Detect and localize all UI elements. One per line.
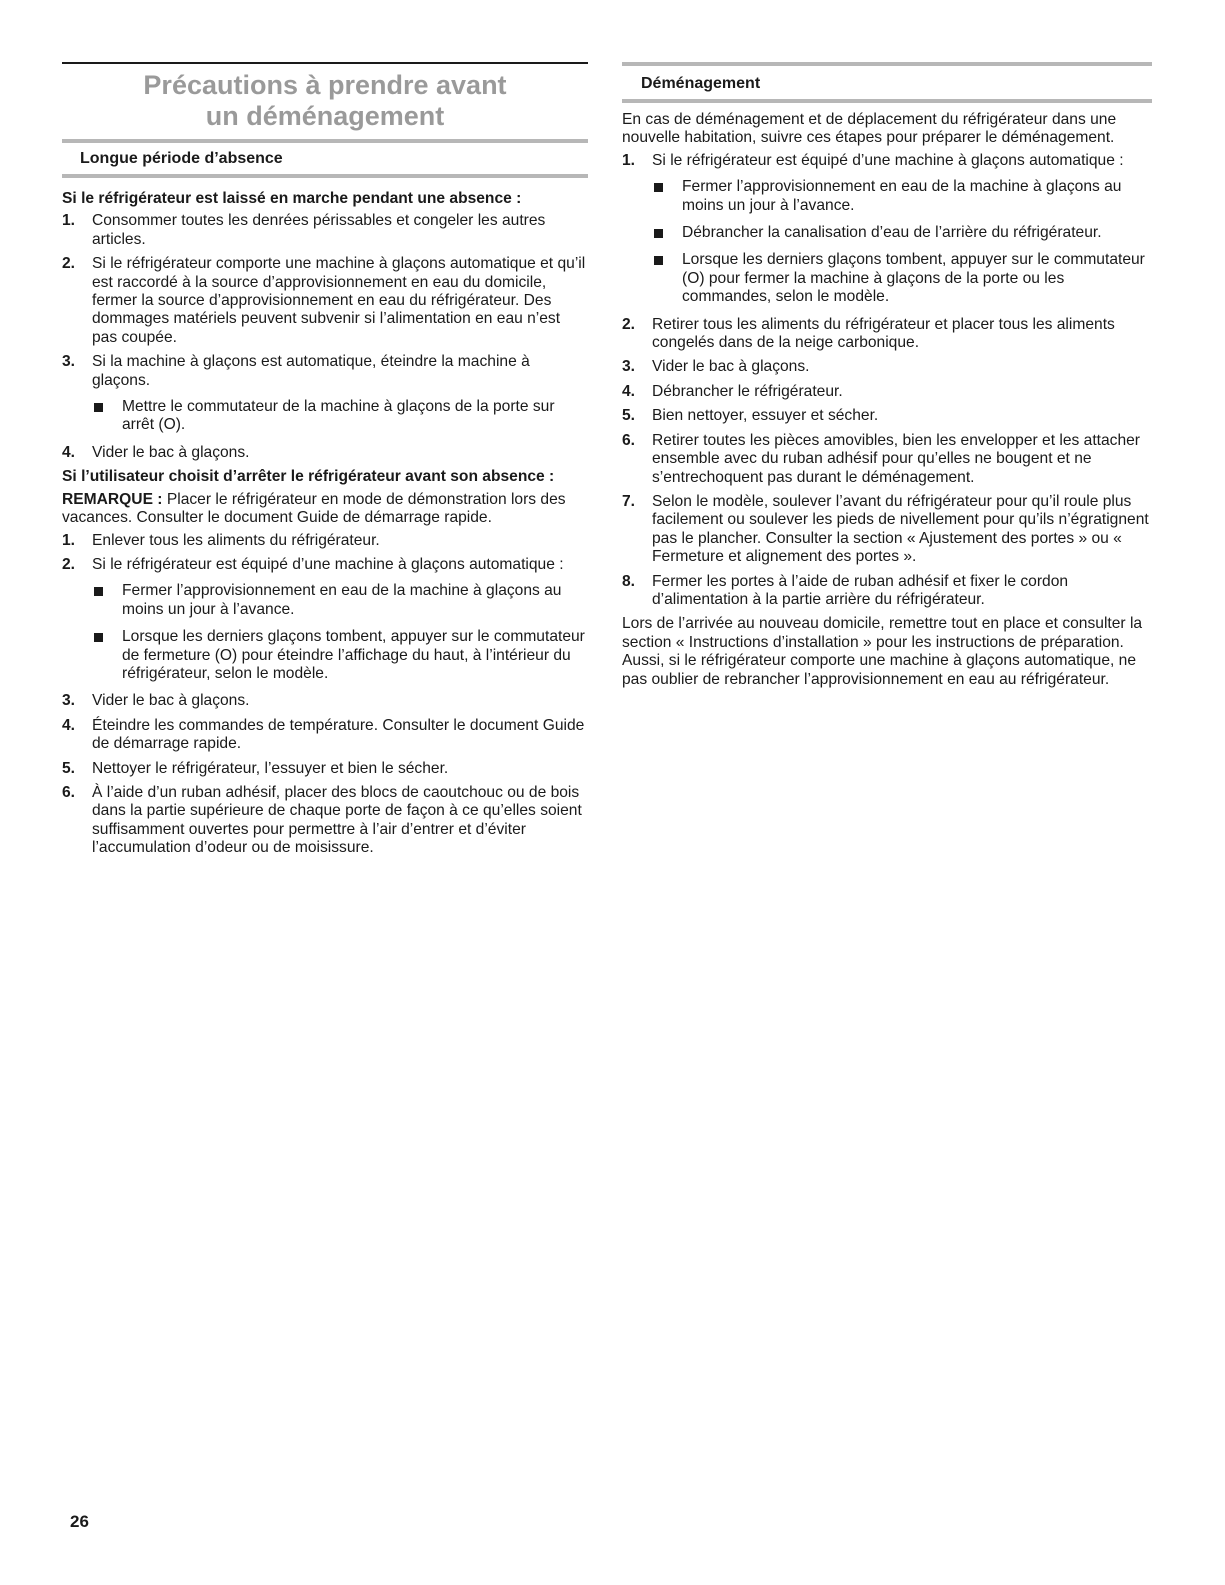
section-rule-bottom (62, 174, 588, 178)
list-item: 1. Consommer toutes les denrées périssables et congeler les autres articles. (62, 212, 546, 248)
list-item: 7. Selon le modèle, soulever l’avant du réfrigérateur pour qu’il roule plus facilement ou soulever les pieds de nivellement pour qu’ils n’égratignent pas le plancher. Consulter la section « Ajustement des portes » ou « Fermeture et alignement des portes ». (622, 492, 1149, 566)
list-item: 3. Vider le bac à glaçons. (622, 358, 810, 376)
page-title-line-2: un déménagement (205, 101, 445, 131)
square-bullet-icon (94, 587, 103, 596)
section-heading-absence: Longue période d’absence (80, 150, 283, 167)
list-item: 5. Bien nettoyer, essuyer et sécher. (622, 407, 879, 425)
square-bullet-icon (94, 633, 103, 642)
bullet-list (652, 178, 1152, 306)
note-paragraph (62, 491, 588, 528)
page-title-line-1: Précautions à prendre avant (143, 70, 507, 100)
list-item: 5. Nettoyer le réfrigérateur, l’essuyer et bien le sécher. (62, 759, 449, 777)
note-text: Placer le réfrigérateur en mode de démonstration lors des vacances. Consulter le document Guide de démarrage rapide. (62, 490, 566, 527)
bullet-item: Fermer l’approvisionnement en eau de la machine à glaçons au moins un jour à l’avance. (92, 582, 588, 619)
note-label: REMARQUE : (62, 490, 163, 508)
bullet-item: Lorsque les derniers glaçons tombent, appuyer sur le commutateur (O) pour fermer la machine à glaçons de la porte ou les commandes, selon le modèle. (652, 251, 1152, 306)
square-bullet-icon (654, 256, 663, 265)
moving-content (622, 111, 1152, 693)
top-rule (62, 62, 588, 64)
square-bullet-icon (94, 403, 103, 412)
square-bullet-icon (654, 183, 663, 192)
list-item: 4. Débrancher le réfrigérateur. (622, 382, 843, 400)
list-item: 8. Fermer les portes à l’aide de ruban adhésif et fixer le cordon d’alimentation à la partie arrière du réfrigérateur. (622, 572, 1069, 608)
list-item: 2. Si le réfrigérateur comporte une machine à glaçons automatique et qu’il est raccordé à la source d’approvisionnement en eau du domicile, fermer la source d’approvisionnement en eau du réfrigérateur. Des dommages matériels peuvent subvenir si l’alimentation en eau n’est pas coupée. (62, 255, 586, 346)
absence-content (62, 184, 588, 864)
steps-turned-off (62, 532, 588, 858)
intro-paragraph: En cas de déménagement et de déplacement du réfrigérateur dans une nouvelle habitation, suivre ces étapes pour préparer le déménagement. (622, 111, 1117, 147)
list-item: 3. Vider le bac à glaçons. (62, 692, 250, 710)
list-item: 6. Retirer toutes les pièces amovibles, bien les envelopper et les attacher ensemble avec du ruban adhésif pour qu’elles ne bougent et ne s’entrechoquent pas durant le déménagement. (622, 431, 1140, 486)
list-item: 4. Vider le bac à glaçons. (62, 443, 250, 461)
bullet-item: Débrancher la canalisation d’eau de l’arrière du réfrigérateur. (652, 224, 1152, 242)
bullet-item: Mettre le commutateur de la machine à glaçons de la porte sur arrêt (O). (92, 398, 588, 435)
bullet-item: Fermer l’approvisionnement en eau de la machine à glaçons au moins un jour à l’avance. (652, 178, 1152, 215)
list-item: 3. Si la machine à glaçons est automatique, éteindre la machine à glaçons. Mettre le commutateur de la machine à glaçons de la porte sur arrêt (O). (62, 353, 588, 435)
square-bullet-icon (654, 229, 663, 238)
section-rule-bottom (622, 99, 1152, 103)
steps-moving (622, 152, 1152, 610)
section-rule-top (622, 62, 1152, 66)
bullet-list (92, 398, 588, 435)
page-number: 26 (70, 1512, 89, 1531)
closing-paragraph: Lors de l’arrivée au nouveau domicile, remettre tout en place et consulter la section « Instructions d’installation » pour les instructions de préparation. Aussi, si le réfrigérateur comporte une machine à glaçons automatique, ne pas oublier de rebrancher l’approvisionnement en eau au réfrigérateur. (622, 615, 1143, 688)
list-item: 6. À l’aide d’un ruban adhésif, placer des blocs de caoutchouc ou de bois dans la partie supérieure de chaque porte de façon à ce qu’elles soient suffisamment ouvertes pour permettre à l’air d’entrer et d’éviter l’accumulation d’odeur ou de moisissure. (62, 783, 582, 857)
list-item: 1. Enlever tous les aliments du réfrigérateur. (62, 531, 380, 549)
list-item: 2. Retirer tous les aliments du réfrigérateur et placer tous les aliments congelés dans de la neige carbonique. (622, 315, 1115, 352)
subheading-left-on: Si le réfrigérateur est laissé en marche pendant une absence : (62, 190, 522, 207)
list-item: 1. Si le réfrigérateur est équipé d’une machine à glaçons automatique : Fermer l’approvisionnement en eau de la machine à glaçons au moins un jour à l’avance. Débrancher la canalisation d’eau de l’arrière du réfrigérateur. Lorsque les derniers glaçons tombent, appuyer sur le commutateur (O) pour fermer la machine à glaçons de la porte ou les commandes, selon le modèle. (622, 152, 1152, 307)
page-title (62, 70, 588, 132)
subheading-turned-off: Si l’utilisateur choisit d’arrêter le réfrigérateur avant son absence : (62, 468, 555, 486)
section-heading-moving: Déménagement (641, 75, 761, 92)
steps-left-on (62, 212, 588, 462)
bullet-list (92, 582, 588, 683)
list-item: 2. Si le réfrigérateur est équipé d’une machine à glaçons automatique : Fermer l’approvisionnement en eau de la machine à glaçons au moins un jour à l’avance. Lorsque les derniers glaçons tombent, appuyer sur le commutateur de fermeture (O) pour éteindre l’affichage du haut, à l’intérieur du réfrigérateur, selon le modèle. (62, 556, 588, 683)
list-item: 4. Éteindre les commandes de température. Consulter le document Guide de démarrage rapide. (62, 716, 585, 753)
section-rule-top (62, 139, 588, 143)
bullet-item: Lorsque les derniers glaçons tombent, appuyer sur le commutateur de fermeture (O) pour éteindre l’affichage du haut, à l’intérieur du réfrigérateur, selon le modèle. (92, 628, 588, 683)
